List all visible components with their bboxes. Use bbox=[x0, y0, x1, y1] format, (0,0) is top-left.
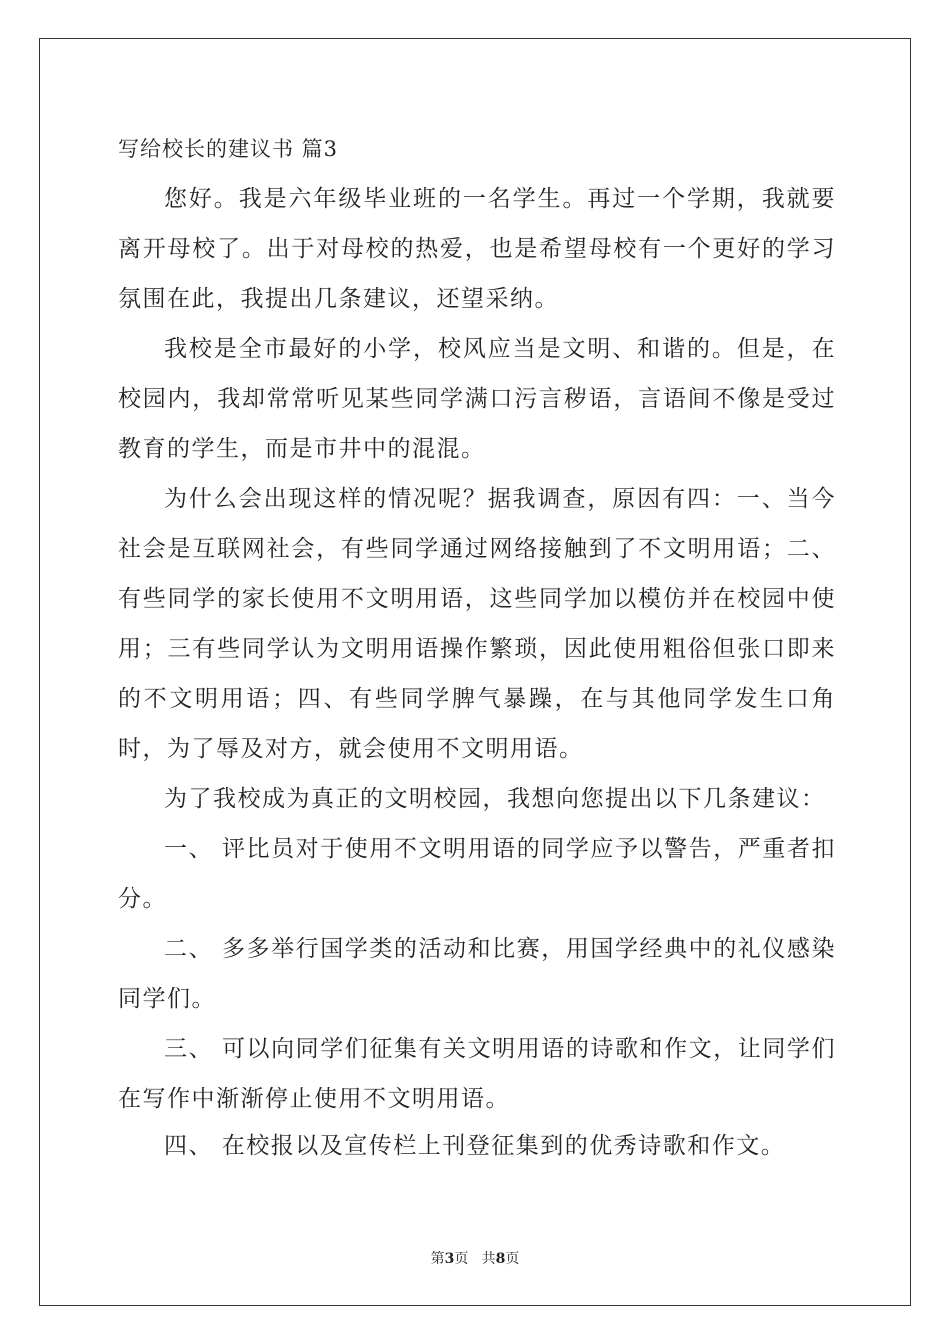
footer-mid: 页 共 bbox=[454, 1251, 496, 1267]
footer-total-pages: 8 bbox=[495, 1251, 506, 1267]
suggestion-item-2: 二、 多多举行国学类的活动和比赛，用国学经典中的礼仪感染同学们。 bbox=[118, 936, 836, 1012]
paragraph-intro-suggestions: 为了我校成为真正的文明校园，我想向您提出以下几条建议： bbox=[164, 786, 826, 812]
footer-current-page: 3 bbox=[444, 1251, 455, 1267]
footer-prefix: 第 bbox=[430, 1251, 445, 1267]
paragraph-greeting: 您好。我是六年级毕业班的一名学生。再过一个学期，我就要离开母校了。出于对母校的热爱，也是希望母校有一个更好的学习氛围在此，我提出几条建议，还望采纳。 bbox=[118, 186, 836, 312]
page-footer bbox=[0, 1248, 950, 1268]
document-title: 写给校长的建议书 篇3 bbox=[118, 137, 339, 161]
footer-suffix: 页 bbox=[505, 1251, 520, 1267]
suggestion-item-1: 一、 评比员对于使用不文明用语的同学应予以警告，严重者扣分。 bbox=[118, 836, 836, 912]
paragraph-reasons: 为什么会出现这样的情况呢？据我调查，原因有四：一、当今社会是互联网社会，有些同学通过网络接触到了不文明用语；二、有些同学的家长使用不文明用语，这些同学加以模仿并在校园中使用；三有些同学认为文明用语操作繁琐，因此使用粗俗但张口即来的不文明用语；四、有些同学脾气暴躁，在与其他同学发生口角时，为了辱及对方，就会使用不文明用语。 bbox=[118, 486, 836, 762]
suggestion-item-4: 四、 在校报以及宣传栏上刊登征集到的优秀诗歌和作文。 bbox=[164, 1133, 786, 1159]
suggestion-item-3: 三、 可以向同学们征集有关文明用语的诗歌和作文，让同学们在写作中渐渐停止使用不文明用语。 bbox=[118, 1036, 836, 1112]
paragraph-problem: 我校是全市最好的小学，校风应当是文明、和谐的。但是，在校园内，我却常常听见某些同学满口污言秽语，言语间不像是受过教育的学生，而是市井中的混混。 bbox=[118, 336, 836, 462]
